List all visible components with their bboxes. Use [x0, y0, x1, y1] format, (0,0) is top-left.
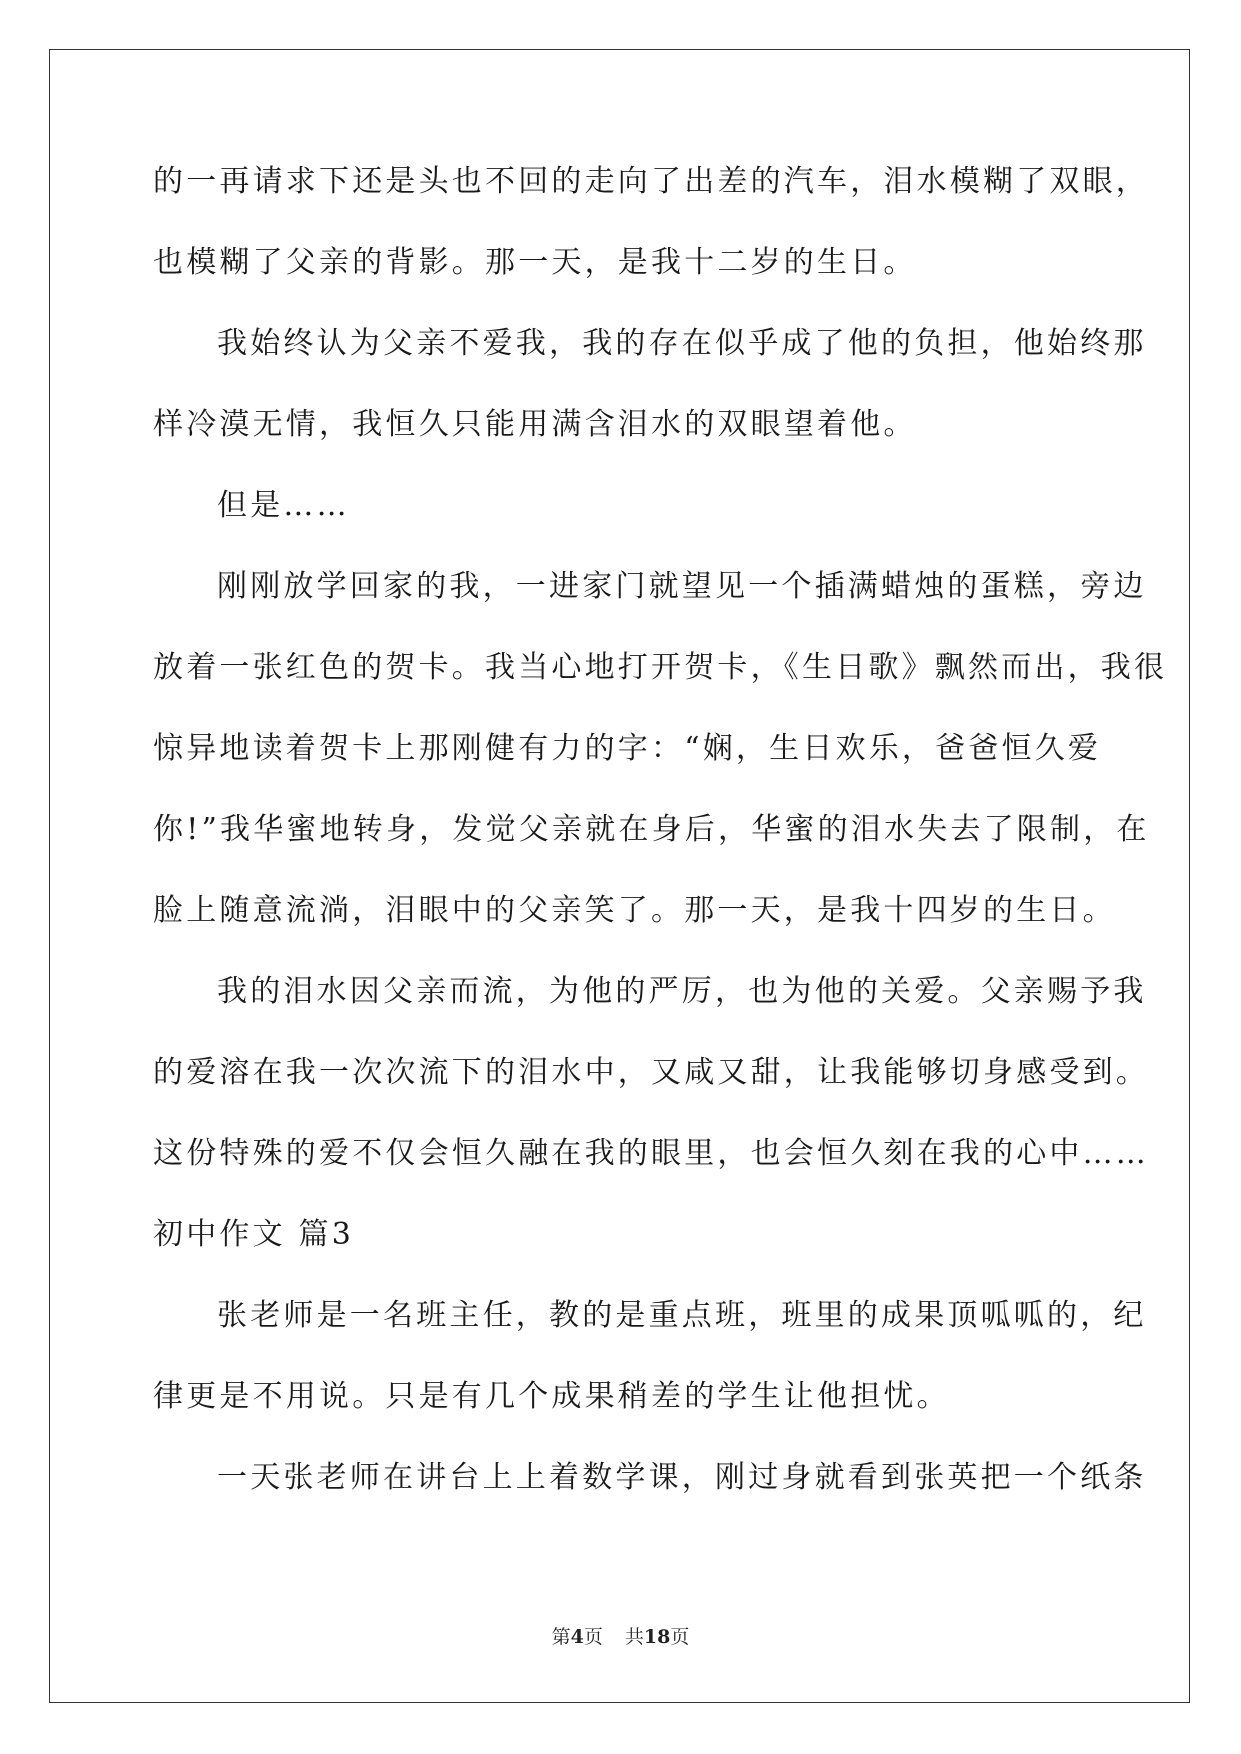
document-body — [153, 162, 1168, 1539]
text-line: 的爱溶在我一次次流下的泪水中，又咸又甜，让我能够切身感受到。 — [153, 1055, 1149, 1090]
page-footer — [0, 1625, 1241, 1649]
page-prefix: 第 — [551, 1626, 571, 1648]
total-prefix: 共 — [624, 1626, 644, 1648]
page-number: 4 — [570, 1626, 584, 1648]
text-line: 脸上随意流淌，泪眼中的父亲笑了。那一天，是我十四岁的生日。 — [153, 893, 1116, 928]
text-line: 的一再请求下还是头也不回的走向了出差的汽车，泪水模糊了双眼， — [153, 164, 1149, 199]
total-pages: 18 — [643, 1626, 671, 1648]
text-line: 也模糊了父亲的背影。那一天，是我十二岁的生日。 — [153, 245, 917, 280]
text-line: 律更是不用说。只是有几个成果稍差的学生让他担忧。 — [153, 1379, 950, 1414]
total-suffix: 页 — [670, 1626, 690, 1648]
text-line: 这份特殊的爱不仅会恒久融在我的眼里，也会恒久刻在我的心中…… — [153, 1136, 1149, 1171]
paragraph-start: 但是…… — [217, 488, 350, 523]
paragraph-start: 张老师是一名班主任，教的是重点班，班里的成果顶呱呱的，纪 — [217, 1298, 1147, 1333]
text-line: 惊异地读着贺卡上那刚健有力的字：“娴，生日欢乐，爸爸恒久爱 — [153, 731, 1102, 766]
text-line: 样冷漠无情，我恒久只能用满含泪水的双眼望着他。 — [153, 407, 917, 442]
paragraph-start: 一天张老师在讲台上上着数学课，刚过身就看到张英把一个纸条 — [217, 1460, 1147, 1495]
paragraph-start: 我始终认为父亲不爱我，我的存在似乎成了他的负担，他始终那 — [217, 326, 1147, 361]
section-heading: 初中作文 篇3 — [153, 1217, 355, 1252]
paragraph-start: 我的泪水因父亲而流，为他的严厉，也为他的关爱。父亲赐予我 — [217, 974, 1147, 1009]
paragraph-start: 刚刚放学回家的我，一进家门就望见一个插满蜡烛的蛋糕，旁边 — [217, 569, 1147, 604]
text-line: 放着一张红色的贺卡。我当心地打开贺卡，《生日歌》飘然而出，我很 — [153, 650, 1168, 685]
page-suffix: 页 — [583, 1626, 603, 1648]
text-line: 你!”我华蜜地转身，发觉父亲就在身后，华蜜的泪水失去了限制，在 — [153, 812, 1150, 847]
